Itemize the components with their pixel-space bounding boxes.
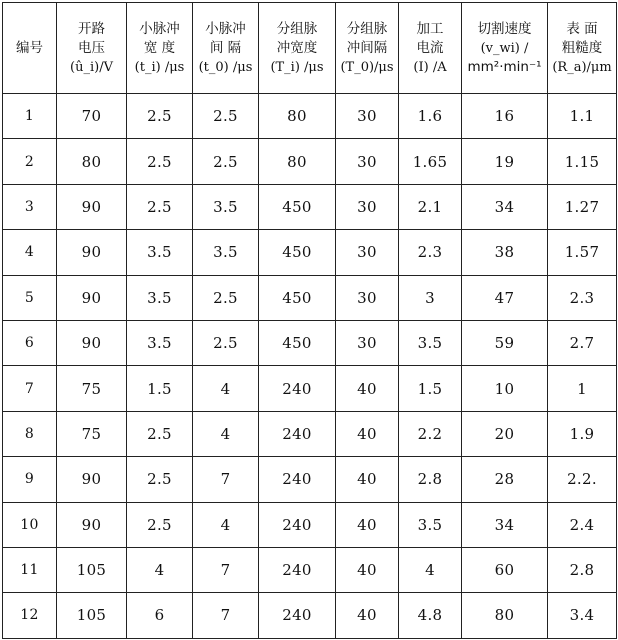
header-T0 — [336, 3, 399, 94]
cell-ti: 2.5 — [127, 457, 193, 502]
cell-t0: 2.5 — [193, 320, 259, 365]
header-line: (v_wi) / — [480, 40, 529, 56]
table-row — [3, 184, 617, 229]
table-row — [3, 366, 617, 411]
header-line: 电压 — [78, 39, 105, 56]
cell-T0: 40 — [336, 411, 399, 456]
cell-t0: 7 — [193, 593, 259, 638]
header-line: (t_i) /μs — [134, 59, 185, 75]
cell-Ti: 80 — [259, 139, 336, 184]
header-line: 表 面 — [566, 20, 598, 37]
cell-voltage: 90 — [57, 502, 127, 547]
cell-T0: 40 — [336, 457, 399, 502]
cell-T0: 30 — [336, 94, 399, 139]
cell-id: 10 — [3, 502, 57, 547]
cell-vwi: 38 — [462, 230, 548, 275]
cell-I: 4 — [399, 547, 462, 592]
cell-id: 5 — [3, 275, 57, 320]
table-row — [3, 139, 617, 184]
cell-vwi: 60 — [462, 547, 548, 592]
cell-Ra: 1.9 — [548, 411, 617, 456]
cell-voltage: 90 — [57, 275, 127, 320]
header-I — [399, 3, 462, 94]
cell-id: 1 — [3, 94, 57, 139]
cell-voltage: 70 — [57, 94, 127, 139]
cell-id: 11 — [3, 547, 57, 592]
header-vwi — [462, 3, 548, 94]
cell-Ra: 1 — [548, 366, 617, 411]
cell-id: 7 — [3, 366, 57, 411]
cell-T0: 40 — [336, 366, 399, 411]
header-line: 分组脉 — [276, 20, 318, 37]
header-line: (R_a)/μm — [552, 59, 612, 75]
cell-I: 2.8 — [399, 457, 462, 502]
cell-vwi: 28 — [462, 457, 548, 502]
header-line: 编号 — [16, 39, 43, 56]
cell-id: 8 — [3, 411, 57, 456]
cell-T0: 30 — [336, 275, 399, 320]
cell-voltage: 90 — [57, 457, 127, 502]
cell-Ti: 80 — [259, 94, 336, 139]
header-row — [3, 3, 617, 94]
cell-t0: 4 — [193, 502, 259, 547]
cell-t0: 2.5 — [193, 275, 259, 320]
cell-Ti: 240 — [259, 593, 336, 638]
table-row — [3, 593, 617, 638]
cell-id: 6 — [3, 320, 57, 365]
cell-T0: 30 — [336, 139, 399, 184]
cell-Ti: 450 — [259, 275, 336, 320]
header-Ra — [548, 3, 617, 94]
cell-id: 4 — [3, 230, 57, 275]
cell-ti: 6 — [127, 593, 193, 638]
table-row — [3, 457, 617, 502]
cell-Ti: 240 — [259, 411, 336, 456]
header-line: 粗糙度 — [561, 39, 603, 56]
table-row — [3, 94, 617, 139]
header-line: (T_0)/μs — [340, 59, 394, 75]
cell-vwi: 80 — [462, 593, 548, 638]
cell-voltage: 105 — [57, 593, 127, 638]
cell-Ti: 240 — [259, 457, 336, 502]
cell-Ra: 2.3 — [548, 275, 617, 320]
header-line: 小脉冲 — [205, 20, 246, 37]
cell-Ra: 1.57 — [548, 230, 617, 275]
cell-ti: 3.5 — [127, 320, 193, 365]
header-line: 加工 — [416, 20, 444, 37]
table-row — [3, 547, 617, 592]
cell-Ti: 450 — [259, 230, 336, 275]
cell-t0: 3.5 — [193, 184, 259, 229]
cell-vwi: 34 — [462, 502, 548, 547]
cell-vwi: 59 — [462, 320, 548, 365]
cell-Ra: 1.27 — [548, 184, 617, 229]
cell-id: 3 — [3, 184, 57, 229]
cell-vwi: 20 — [462, 411, 548, 456]
cell-Ti: 450 — [259, 184, 336, 229]
cell-voltage: 75 — [57, 366, 127, 411]
cell-I: 1.65 — [399, 139, 462, 184]
cell-t0: 7 — [193, 457, 259, 502]
cell-vwi: 10 — [462, 366, 548, 411]
table-row — [3, 275, 617, 320]
header-line: 小脉冲 — [139, 20, 180, 37]
cell-T0: 40 — [336, 593, 399, 638]
cell-I: 2.3 — [399, 230, 462, 275]
cell-ti: 3.5 — [127, 230, 193, 275]
cell-I: 2.1 — [399, 184, 462, 229]
cell-ti: 4 — [127, 547, 193, 592]
cell-Ra: 1.1 — [548, 94, 617, 139]
parameters-table — [2, 2, 617, 639]
cell-ti: 2.5 — [127, 94, 193, 139]
cell-I: 4.8 — [399, 593, 462, 638]
cell-Ra: 1.15 — [548, 139, 617, 184]
cell-Ti: 240 — [259, 366, 336, 411]
cell-I: 3 — [399, 275, 462, 320]
cell-voltage: 90 — [57, 320, 127, 365]
header-line: 开路 — [78, 20, 105, 37]
cell-id: 12 — [3, 593, 57, 638]
cell-T0: 40 — [336, 547, 399, 592]
cell-I: 1.6 — [399, 94, 462, 139]
cell-t0: 3.5 — [193, 230, 259, 275]
cell-vwi: 19 — [462, 139, 548, 184]
cell-voltage: 75 — [57, 411, 127, 456]
cell-ti: 2.5 — [127, 139, 193, 184]
cell-voltage: 90 — [57, 184, 127, 229]
cell-t0: 7 — [193, 547, 259, 592]
table-body — [3, 94, 617, 639]
cell-T0: 40 — [336, 502, 399, 547]
cell-Ra: 2.8 — [548, 547, 617, 592]
table-row — [3, 411, 617, 456]
cell-I: 1.5 — [399, 366, 462, 411]
cell-T0: 30 — [336, 184, 399, 229]
cell-Ti: 240 — [259, 547, 336, 592]
cell-id: 2 — [3, 139, 57, 184]
header-id — [3, 3, 57, 94]
cell-T0: 30 — [336, 320, 399, 365]
table-row — [3, 320, 617, 365]
header-line: (T_i) /μs — [270, 59, 324, 75]
header-t0 — [193, 3, 259, 94]
cell-t0: 4 — [193, 411, 259, 456]
cell-vwi: 47 — [462, 275, 548, 320]
cell-I: 3.5 — [399, 502, 462, 547]
header-line: 冲宽度 — [276, 39, 318, 56]
cell-id: 9 — [3, 457, 57, 502]
header-line: 电流 — [416, 39, 444, 56]
cell-Ra: 2.7 — [548, 320, 617, 365]
header-line: (I) /A — [413, 59, 447, 75]
cell-ti: 2.5 — [127, 184, 193, 229]
cell-Ra: 2.2. — [548, 457, 617, 502]
cell-Ti: 240 — [259, 502, 336, 547]
table-row — [3, 502, 617, 547]
header-line: (t_0) /μs — [198, 59, 253, 75]
cell-ti: 3.5 — [127, 275, 193, 320]
cell-ti: 2.5 — [127, 411, 193, 456]
header-Ti — [259, 3, 336, 94]
header-line: 冲间隔 — [346, 39, 388, 56]
header-line: mm²·min⁻¹ — [467, 58, 542, 75]
cell-voltage: 90 — [57, 230, 127, 275]
cell-Ra: 3.4 — [548, 593, 617, 638]
cell-vwi: 34 — [462, 184, 548, 229]
cell-ti: 1.5 — [127, 366, 193, 411]
table-row — [3, 230, 617, 275]
cell-I: 2.2 — [399, 411, 462, 456]
cell-voltage: 80 — [57, 139, 127, 184]
cell-t0: 4 — [193, 366, 259, 411]
cell-t0: 2.5 — [193, 94, 259, 139]
cell-Ra: 2.4 — [548, 502, 617, 547]
header-line: 宽 度 — [143, 39, 176, 56]
cell-I: 3.5 — [399, 320, 462, 365]
header-line: 切割速度 — [477, 20, 532, 37]
cell-T0: 30 — [336, 230, 399, 275]
cell-t0: 2.5 — [193, 139, 259, 184]
header-ti — [127, 3, 193, 94]
header-line: 间 隔 — [209, 39, 242, 56]
cell-Ti: 450 — [259, 320, 336, 365]
header-voltage — [57, 3, 127, 94]
header-line: (û_i)/V — [70, 59, 113, 75]
cell-vwi: 16 — [462, 94, 548, 139]
header-line: 分组脉 — [346, 20, 388, 37]
cell-ti: 2.5 — [127, 502, 193, 547]
cell-voltage: 105 — [57, 547, 127, 592]
